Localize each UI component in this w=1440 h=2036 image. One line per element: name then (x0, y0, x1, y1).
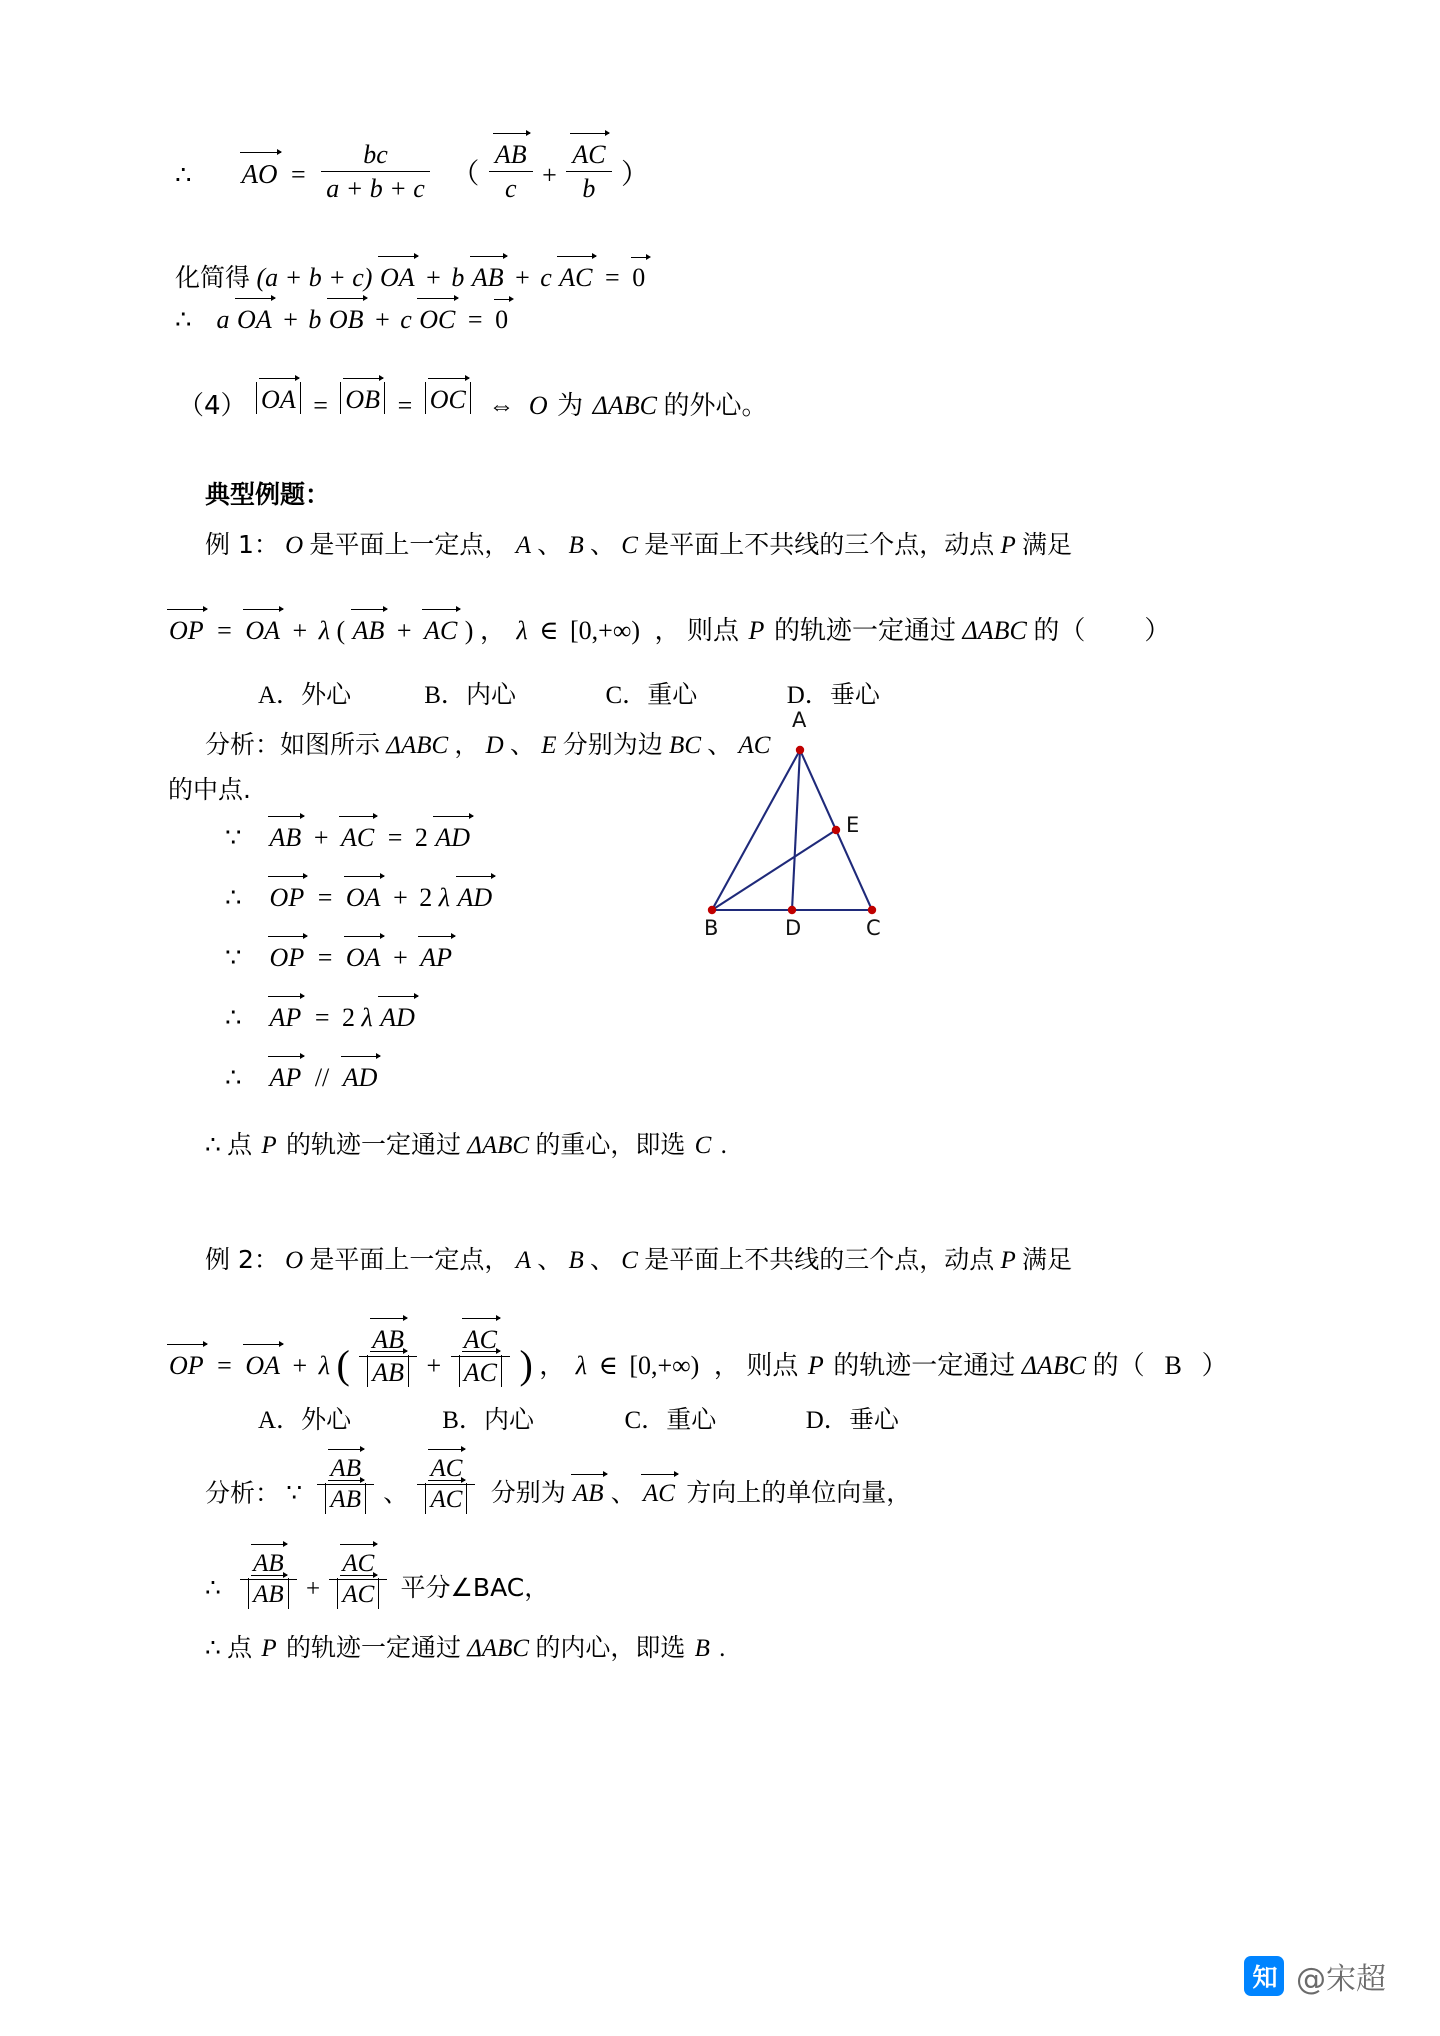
plus-sign: + (283, 305, 298, 334)
plus-sign: + (393, 883, 408, 912)
conclusion-text-2: 的轨迹一定通过 (285, 1130, 461, 1159)
example1-analysis-line2: 的中点. (168, 775, 251, 804)
vector-ac: AC (430, 1455, 463, 1482)
figure-label-a: A (792, 708, 807, 732)
vector-op: OP (269, 943, 305, 972)
example2-analysis (205, 1455, 911, 1521)
zero-vector: 0 (495, 305, 509, 334)
vector-ac: AC (342, 1581, 375, 1608)
option-label: 内心 (465, 680, 516, 709)
example2-label: 例 2： (205, 1245, 279, 1274)
vector-oc: OC (419, 305, 456, 334)
figure-label-d: D (785, 916, 802, 940)
enum-comma: 、 (610, 1478, 636, 1508)
vertex-point-a (796, 746, 804, 754)
because-symbol: ∵ (225, 823, 242, 852)
vector-ad: AD (380, 1003, 415, 1032)
comma: ， (454, 730, 480, 759)
enum-comma: 、 (590, 530, 616, 559)
segment-ac: AC (738, 732, 771, 759)
because-symbol: ∵ (225, 943, 242, 972)
coefficient-a: a (216, 305, 230, 334)
abs-bar-right (300, 382, 301, 414)
zero-vector: 0 (632, 263, 646, 292)
fraction-denominator: c (489, 171, 533, 204)
answer-choice: B (694, 1635, 710, 1662)
tail-text-1: 则点 (746, 1350, 799, 1381)
vector-oa: OA (345, 943, 381, 972)
tail-text-2: 的轨迹一定通过 (833, 1350, 1016, 1381)
vector-ac: AC (342, 1550, 375, 1577)
point-a: A (515, 532, 531, 559)
option-label: 内心 (483, 1405, 534, 1434)
option-key: C． (624, 1407, 667, 1434)
point-p: P (1000, 532, 1016, 559)
option-label: 重心 (666, 1405, 717, 1434)
plus-sign: + (305, 1575, 321, 1603)
enum-comma: 、 (590, 1245, 616, 1274)
lambda-symbol: λ (575, 1350, 588, 1380)
option-b[interactable] (442, 1400, 618, 1436)
therefore-symbol: ∴ (225, 1063, 242, 1092)
therefore-symbol: ∴ (175, 305, 192, 334)
close-paren: ) (464, 616, 474, 645)
iff-symbol: ⇔ (488, 391, 515, 420)
item-4 (178, 385, 768, 422)
fraction-bc-over-abc (321, 140, 430, 204)
vector-ad: AD (457, 883, 493, 912)
option-a[interactable] (258, 675, 418, 711)
magnitude-ab (364, 1359, 412, 1386)
option-label: 外心 (301, 1405, 352, 1434)
plus-sign: + (515, 263, 530, 292)
fraction-numerator (566, 140, 611, 171)
therefore-symbol: ∴ (205, 1575, 221, 1603)
vector-ad: AD (342, 1063, 378, 1092)
abs-bar-right (408, 1355, 409, 1387)
open-paren: （ (451, 159, 480, 191)
example1-step-5 (225, 1063, 378, 1093)
comma: ， (539, 1350, 566, 1381)
plus-sign: + (426, 263, 441, 292)
element-of-symbol: ∈ (539, 616, 559, 645)
example1-analysis-line1 (205, 725, 770, 761)
equals-sign: = (291, 160, 306, 190)
example1-step-1 (225, 823, 471, 853)
coefficient-2: 2 (341, 1003, 355, 1032)
point-p: P (1000, 1247, 1016, 1274)
analysis-lead: 分析： (205, 1478, 281, 1508)
abs-bar-left (459, 1355, 460, 1387)
equals-sign: = (317, 943, 333, 972)
comma: ， (713, 1350, 740, 1381)
equals-sign: = (387, 823, 403, 852)
example1-conclusion (205, 1125, 727, 1161)
option-label: 垂心 (829, 680, 880, 709)
point-b: B (568, 532, 584, 559)
zhihu-logo-icon: 知 (1244, 1956, 1284, 1996)
example2-conclusion (205, 1628, 725, 1664)
item-4-tail: 的外心。 (663, 391, 768, 421)
fraction-denominator: b (566, 171, 611, 204)
lambda-symbol: λ (318, 616, 330, 645)
abs-bar-right (384, 382, 385, 414)
answer-choice: C (694, 1132, 712, 1159)
vector-ab: AB (572, 1480, 604, 1508)
because-symbol: ∵ (286, 1480, 303, 1508)
equals-sign: = (317, 883, 333, 912)
vector-ab: AB (494, 140, 527, 169)
vector-oa: OA (245, 1350, 281, 1380)
option-d[interactable] (787, 675, 880, 711)
vector-oa: OA (345, 883, 381, 912)
tail-text-1: 则点 (687, 616, 740, 646)
therefore-symbol: ∴ (205, 1635, 221, 1662)
therefore-symbol: ∴ (175, 160, 192, 190)
analysis-lead: 分析：如图所示 (205, 730, 381, 759)
magnitude-oc (422, 386, 474, 413)
figure-label-b: B (704, 916, 719, 940)
enum-comma: 、 (509, 730, 535, 759)
option-label: 外心 (301, 680, 352, 709)
fraction-denominator (329, 1579, 387, 1616)
abs-bar-right (365, 1483, 366, 1514)
stem-text-1: 是平面上一定点， (309, 530, 510, 559)
coefficient-c: c (540, 263, 552, 292)
enum-comma: 、 (537, 1245, 563, 1274)
triangle-abc: ΔABC (386, 732, 449, 759)
interval: [0,+∞) (629, 1350, 700, 1380)
unit-vector-ab (240, 1550, 297, 1616)
option-key: A． (258, 1407, 302, 1434)
unit-vector-ac (451, 1325, 510, 1394)
fraction-ab-over-c (489, 140, 533, 204)
vector-ao: AO (241, 159, 278, 190)
example2-step (205, 1550, 549, 1616)
point-c: C (621, 532, 638, 559)
enum-comma: 、 (537, 530, 563, 559)
example1-step-2 (225, 883, 493, 913)
tail-text-4: ） (1144, 616, 1171, 646)
therefore-symbol: ∴ (225, 883, 242, 912)
figure-label-e: E (846, 813, 860, 837)
element-of-symbol: ∈ (598, 1350, 618, 1380)
vector-ap: AP (269, 1003, 302, 1032)
option-key: B． (442, 1407, 484, 1434)
point-p: P (261, 1132, 277, 1159)
coefficient-2: 2 (414, 823, 428, 852)
close-paren: ) (519, 1341, 533, 1387)
abs-bar-right (466, 1483, 467, 1514)
conclusion-text-1: 点 (227, 1130, 253, 1159)
enum-comma: 、 (383, 1478, 409, 1508)
triangle-abc: ΔABC (1021, 1350, 1087, 1380)
plus-sign: + (375, 305, 390, 334)
watermark-username: @宋超 (1296, 1962, 1386, 1997)
option-key: D． (786, 682, 830, 709)
stem-text-2: 是平面上不共线的三个点，动点 (644, 530, 995, 559)
analysis-text: 分别为边 (562, 730, 663, 759)
coefficient-c: c (400, 305, 412, 334)
open-paren: ( (336, 616, 346, 645)
point-o: O (528, 391, 548, 420)
tail-text-3: 的（ (1033, 616, 1086, 646)
stem-text-1: 是平面上一定点， (309, 1245, 510, 1274)
unit-vector-ab (317, 1455, 374, 1521)
lambda-symbol: λ (318, 1350, 330, 1380)
fraction-denominator (359, 1356, 417, 1394)
stem-text-3: 满足 (1022, 530, 1073, 559)
vector-op: OP (269, 883, 305, 912)
equals-sign: = (314, 1003, 330, 1032)
plus-sign: + (542, 160, 557, 190)
abs-bar-left (337, 1578, 338, 1609)
vector-op: OP (169, 616, 204, 645)
figure-label-c: C (866, 916, 881, 940)
vector-ab: AB (253, 1581, 284, 1608)
fraction-numerator (489, 140, 533, 171)
vector-ab: AB (471, 263, 504, 292)
equals-sign: = (313, 391, 328, 420)
section-heading: 典型例题： (205, 480, 331, 509)
vector-oa: OA (379, 263, 415, 292)
lambda-symbol: λ (438, 883, 450, 912)
vector-oa: OA (245, 616, 281, 645)
vector-ob: OB (345, 384, 381, 414)
open-paren: ( (336, 1341, 350, 1387)
point-p: P (748, 616, 765, 645)
comma: ， (479, 616, 506, 646)
example1-step-4 (225, 1003, 416, 1033)
vertex-point-c (868, 906, 876, 914)
option-b[interactable] (424, 675, 599, 711)
equals-sign: = (467, 305, 483, 334)
equals-sign: = (605, 263, 620, 292)
tail-text-3: 的（ (1092, 1350, 1145, 1381)
abs-bar-left (340, 382, 341, 414)
median-ad (792, 750, 800, 910)
fraction-numerator: bc (363, 140, 388, 169)
median-be (712, 830, 836, 910)
tail-text-2: 的轨迹一定通过 (773, 616, 956, 646)
vector-ac: AC (463, 1358, 497, 1387)
example2-stem (205, 1240, 1072, 1276)
plus-sign: + (292, 1350, 308, 1380)
vertex-point-e (832, 826, 840, 834)
example1-label: 例 1： (205, 530, 279, 559)
enum-comma: 、 (707, 730, 733, 759)
triangle-abc: ΔABC (592, 391, 658, 420)
conclusion-text-3: 的重心，即选 (535, 1130, 686, 1159)
option-a[interactable] (258, 1400, 436, 1436)
unit-vector-ab (359, 1325, 417, 1394)
option-label: 重心 (647, 680, 698, 709)
example2-answer-slot: B (1164, 1350, 1182, 1380)
item-number: （4） (178, 391, 247, 421)
triangle-abc: ΔABC (467, 1635, 530, 1662)
triangle-figure (690, 708, 930, 950)
analysis-mid: 分别为 (490, 1478, 566, 1508)
option-key: B． (424, 682, 466, 709)
magnitude-oa (253, 386, 304, 413)
vector-ac: AC (463, 1325, 497, 1354)
lambda-symbol: λ (361, 1003, 373, 1032)
example1-equation (168, 610, 1170, 647)
period: . (720, 1132, 727, 1159)
triangle-abc: ΔABC (962, 616, 1027, 645)
point-o: O (285, 532, 304, 559)
magnitude-ac (334, 1582, 382, 1608)
triangle-abc: ΔABC (467, 1132, 530, 1159)
plus-sign: + (292, 616, 308, 645)
magnitude-ac (456, 1359, 505, 1386)
abs-bar-left (325, 1483, 326, 1514)
vector-ap: AP (420, 943, 452, 972)
point-a: A (515, 1247, 531, 1274)
conclusion-text-2: 的轨迹一定通过 (285, 1633, 461, 1662)
analysis-tail: 方向上的单位向量， (686, 1478, 912, 1508)
vector-oc: OC (429, 384, 466, 414)
fraction-denominator (317, 1484, 374, 1521)
fraction-denominator (240, 1579, 297, 1616)
option-key: C． (605, 682, 648, 709)
point-d: D (485, 732, 504, 759)
vector-ac: AC (424, 616, 458, 645)
option-c[interactable] (625, 1400, 800, 1436)
option-c[interactable] (606, 675, 781, 711)
expr-prefix: (a + b + c) (256, 263, 373, 292)
vector-ac: AC (559, 263, 593, 292)
vector-ac: AC (430, 1486, 463, 1513)
abs-bar-left (425, 1483, 426, 1514)
period: . (719, 1635, 726, 1662)
vector-ac: AC (340, 823, 375, 852)
vector-ab: AB (330, 1486, 361, 1513)
vector-ad: AD (435, 823, 471, 852)
option-label: 垂心 (848, 1405, 899, 1434)
point-b: B (568, 1247, 584, 1274)
point-p: P (261, 1635, 277, 1662)
coefficient-b: b (451, 263, 465, 292)
plus-sign: + (426, 1350, 442, 1380)
unit-vector-ac (329, 1550, 387, 1616)
magnitude-ab (245, 1582, 292, 1608)
stem-text-3: 满足 (1022, 1245, 1073, 1274)
abs-bar-right (501, 1355, 502, 1387)
watermark (1244, 1954, 1386, 1998)
point-c: C (621, 1247, 638, 1274)
interval: [0,+∞) (570, 616, 641, 645)
point-o: O (285, 1247, 304, 1274)
therefore-symbol: ∴ (225, 1003, 242, 1032)
point-e: E (541, 732, 557, 759)
fraction-denominator (417, 1484, 475, 1521)
vertex-point-d (788, 906, 796, 914)
step-tail: 平分∠BAC， (400, 1573, 550, 1603)
abs-bar-left (367, 1355, 368, 1387)
example1-stem (205, 525, 1072, 561)
conclusion-text-1: 点 (227, 1633, 253, 1662)
point-p: P (807, 1350, 824, 1380)
text-wei: 为 (557, 391, 584, 421)
stem-text-2: 是平面上不共线的三个点，动点 (644, 1245, 995, 1274)
equation-simplified (175, 258, 646, 294)
abs-bar-right (288, 1578, 289, 1609)
abs-bar-right (378, 1578, 379, 1609)
coefficient-2: 2 (419, 883, 433, 912)
vector-ac: AC (572, 140, 606, 169)
vector-ob: OB (328, 305, 364, 334)
equation-ao (175, 140, 649, 204)
coefficient-b: b (308, 305, 322, 334)
vertex-point-b (708, 906, 716, 914)
example1-options (258, 675, 880, 711)
simplify-label: 化简得 (175, 263, 251, 292)
abs-bar-left (425, 382, 426, 414)
magnitude-ob (337, 386, 388, 413)
equals-sign: = (217, 616, 232, 645)
vector-ap: AP (269, 1063, 302, 1092)
fraction-denominator: a + b + c (321, 171, 430, 204)
fraction-denominator (451, 1356, 510, 1394)
lambda-symbol: λ (516, 616, 528, 645)
therefore-symbol: ∴ (205, 1132, 221, 1159)
vector-ab: AB (330, 1455, 361, 1482)
segment-bc: BC (669, 732, 701, 759)
option-d[interactable] (806, 1400, 899, 1436)
vector-op: OP (169, 1350, 204, 1380)
option-key: D． (805, 1407, 849, 1434)
vector-ab: AB (253, 1550, 284, 1577)
magnitude-ac (422, 1487, 470, 1513)
plus-sign: + (393, 943, 408, 972)
vector-oa: OA (237, 305, 272, 334)
example2-equation (168, 1325, 1228, 1394)
abs-bar-left (248, 1578, 249, 1609)
vector-ab: AB (372, 1358, 405, 1387)
parallel-symbol: // (314, 1063, 330, 1092)
equals-sign: = (217, 1350, 232, 1380)
vector-ab: AB (269, 823, 302, 852)
vector-ab: AB (372, 1325, 405, 1354)
conclusion-text-3: 的内心，即选 (535, 1633, 686, 1662)
plus-sign: + (313, 823, 329, 852)
close-paren: ） (621, 159, 650, 191)
example1-step-3 (225, 943, 453, 973)
equals-sign: = (397, 391, 413, 420)
magnitude-ab (322, 1487, 369, 1513)
triangle-svg (690, 730, 930, 950)
vector-oa: OA (261, 384, 296, 414)
equation-weighted-sum (175, 305, 509, 335)
vector-ac: AC (643, 1480, 675, 1508)
plus-sign: + (396, 616, 412, 645)
option-key: A． (258, 682, 302, 709)
abs-bar-right (470, 382, 471, 414)
vector-ab: AB (352, 616, 385, 645)
fraction-ac-over-b (566, 140, 611, 204)
comma: ， (654, 616, 681, 646)
tail-text-4: ） (1201, 1350, 1228, 1381)
example2-options (258, 1400, 899, 1436)
abs-bar-left (256, 382, 257, 414)
unit-vector-ac (417, 1455, 475, 1521)
